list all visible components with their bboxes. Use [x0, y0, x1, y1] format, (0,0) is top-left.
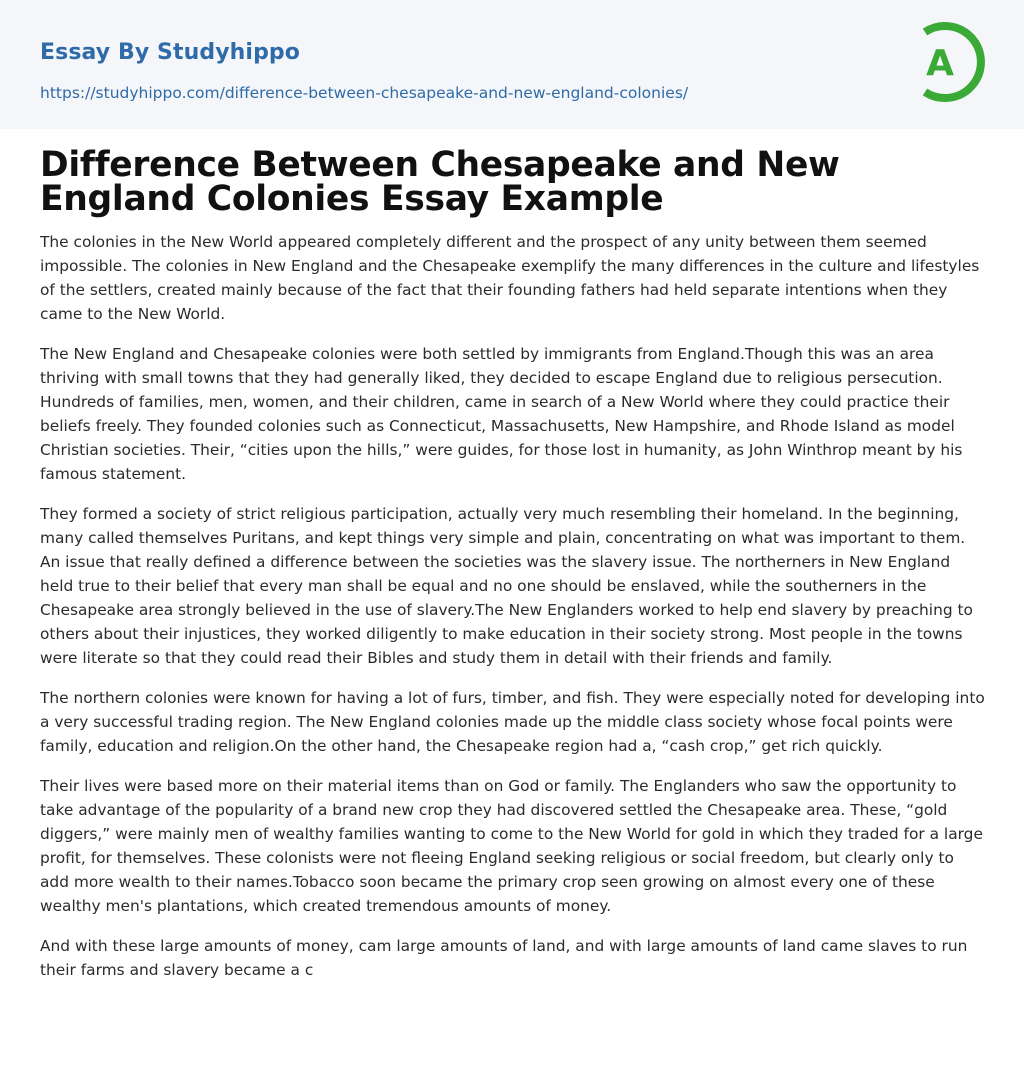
essay-paragraph: The colonies in the New World appeared completely different and the prospect of any unity between them seemed impossible. The colonies in New England and the Chesapeake exemplify the many differences in the culture and lifestyles of the settlers, created mainly because of the fact that their founding fathers had held separate intentions when they came to the New World. — [40, 233, 980, 323]
logo-letter: A — [926, 43, 954, 84]
essay-content — [40, 145, 986, 982]
essay-paragraph: They formed a society of strict religious participation, actually very much resembling their homeland. In the beginning, many called themselves Puritans, and kept things very simple and plain, concentrating on what was important to them. An issue that really defined a difference between the societies was the slavery issue. The northerners in New England held true to their belief that every man shall be equal and no one should be enslaved, while the southerners in the Chesapeake area strongly believed in the use of slavery.The New Englanders worked to help end slavery by preaching to others about their injustices, they worked diligently to make education in their society strong. Most people in the towns were literate so that they could read their Bibles and study them in detail with their friends and family. — [40, 505, 973, 667]
essay-paragraph: And with these large amounts of money, cam large amounts of land, and with large amounts of land came slaves to run their farms and slavery became a c — [40, 937, 968, 979]
essay-paragraph: The northern colonies were known for having a lot of furs, timber, and fish. They were especially noted for developing into a very successful trading region. The New England colonies made up the middle class society whose focal points were family, education and religion.On the other hand, the Chesapeake region had a, “cash crop,” get rich quickly. — [40, 689, 985, 755]
studyhippo-logo-icon[interactable] — [910, 18, 988, 106]
essay-url-link[interactable]: https://studyhippo.com/difference-between-chesapeake-and-new-england-colonies/ — [40, 84, 689, 102]
site-brand[interactable]: Essay By Studyhippo — [40, 40, 300, 65]
essay-title: Difference Between Chesapeake and New England Colonies Essay Example — [40, 145, 840, 219]
site-header — [0, 0, 1024, 129]
essay-paragraph: The New England and Chesapeake colonies were both settled by immigrants from England.Though this was an area thriving with small towns that they had generally liked, they decided to escape England due to religious persecution. Hundreds of families, men, women, and their children, came in search of a New World where they could practice their beliefs freely. They founded colonies such as Connecticut, Massachusetts, New Hampshire, and Rhode Island as model Christian societies. Their, “cities upon the hills,” were guides, for those lost in humanity, as John Winthrop meant by his famous statement. — [40, 345, 963, 483]
essay-paragraph: Their lives were based more on their material items than on God or family. The Englanders who saw the opportunity to take advantage of the popularity of a brand new crop they had discovered settled the Chesapeake area. These, “gold diggers,” were mainly men of wealthy families wanting to come to the New World for gold in which they traded for a large profit, for themselves. These colonists were not fleeing England seeking religious or social freedom, but clearly only to add more wealth to their names.Tobacco soon became the primary crop seen growing on almost every one of these wealthy men's plantations, which created tremendous amounts of money. — [40, 777, 983, 915]
